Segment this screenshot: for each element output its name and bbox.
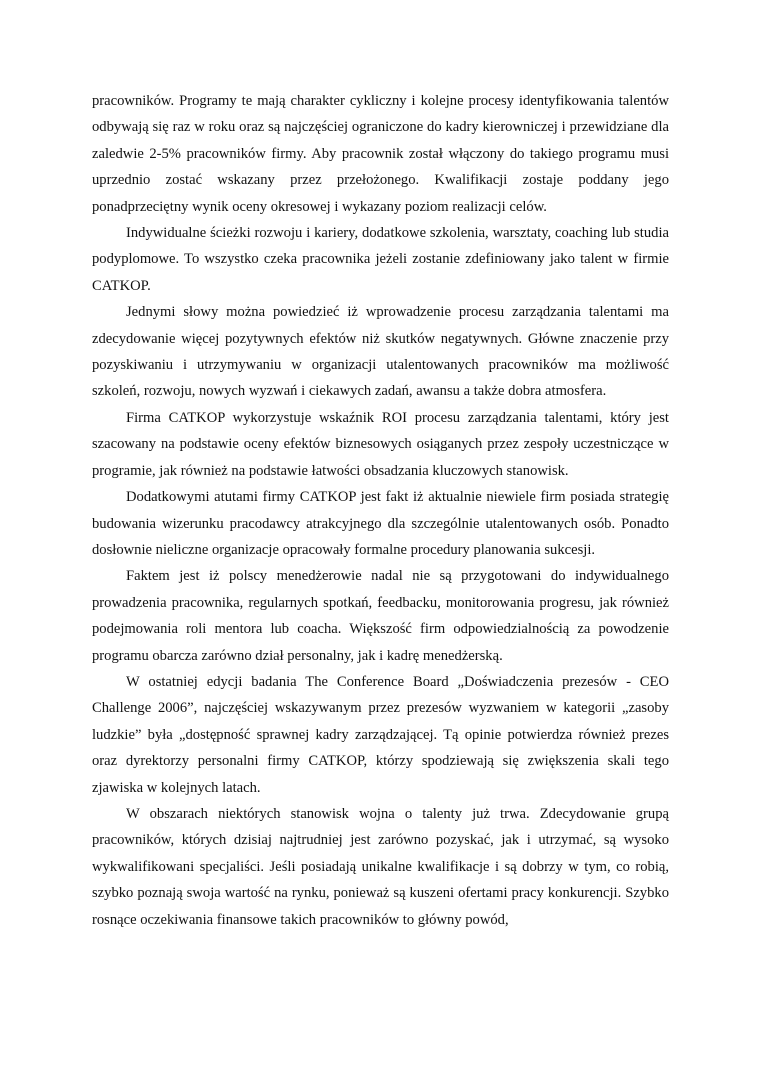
paragraph-6: Faktem jest iż polscy menedżerowie nadal nie są przygotowani do indywidualnego prowadzenia pracownika, regularnych spotkań, feedbacku, monitorowania progresu, jak również podejmowania roli mentora lub coacha. Większość firm odpowiedzialnością za powodzenie programu obarcza zarówno dział personalny, jak i kadrę menedżerską. xyxy=(92,568,669,664)
paragraph-5: Dodatkowymi atutami firmy CATKOP jest fakt iż aktualnie niewiele firm posiada strategię budowania wizerunku pracodawcy atrakcyjnego dla szczególnie utalentowanych osób. Ponadto dosłownie nieliczne organizacje opracowały formalne procedury planowania sukcesji. xyxy=(92,489,669,558)
paragraph-1: pracowników. Programy te mają charakter cykliczny i kolejne procesy identyfikowania talentów odbywają się raz w roku oraz są najczęściej ograniczone do kadry kierowniczej i przewidziane dla zaledwie 2-5% pracowników firmy. Aby pracownik został włączony do takiego programu musi uprzednio zostać wskazany przez przełożonego. Kwalifikacji zostaje poddany jego ponadprzeciętny wynik oceny okresowej i wykazany poziom realizacji celów. xyxy=(92,93,669,215)
paragraph-8: W obszarach niektórych stanowisk wojna o talenty już trwa. Zdecydowanie grupą pracowników, których dzisiaj najtrudniej jest zarówno pozyskać, jak i utrzymać, są wysoko wykwalifikowani specjaliści. Jeśli posiadają unikalne kwalifikacje i są dobrzy w tym, co robią, szybko poznają swoja wartość na rynku, ponieważ są kuszeni ofertami pracy konkurencji. Szybko rosnące oczekiwania finansowe takich pracowników to główny powód, xyxy=(92,805,669,928)
paragraph-4: Firma CATKOP wykorzystuje wskaźnik ROI procesu zarządzania talentami, który jest szacowany na podstawie oceny efektów biznesowych osiąganych przez zespoły uczestniczące w programie, jak również na podstawie łatwości obsadzania kluczowych stanowisk. xyxy=(92,409,669,479)
paragraph-7: W ostatniej edycji badania The Conference Board „Doświadczenia prezesów - CEO Challenge 2006”, najczęściej wskazywanym przez prezesów wyzwaniem w kategorii „zasoby ludzkie” była „dostępność sprawnej kadry zarządzającej. Tą opinie potwierdza również prezes oraz dyrektorzy personalni firmy CATKOP, którzy spodziewają się zwiększenia skali tego zjawiska w kolejnych latach. xyxy=(92,673,669,796)
paragraph-2: Indywidualne ścieżki rozwoju i kariery, dodatkowe szkolenia, warsztaty, coaching lub studia podyplomowe. To wszystko czeka pracownika jeżeli zostanie zdefiniowany jako talent w firmie CATKOP. xyxy=(92,225,669,294)
document-page xyxy=(92,88,669,933)
paragraph-3: Jednymi słowy można powiedzieć iż wprowadzenie procesu zarządzania talentami ma zdecydowanie więcej pozytywnych efektów niż skutków negatywnych. Główne znaczenie przy pozyskiwaniu i utrzymywaniu w organizacji utalentowanych pracowników ma możliwość szkoleń, rozwoju, nowych wyzwań i ciekawych zadań, awansu a także dobra atmosfera. xyxy=(92,304,669,400)
